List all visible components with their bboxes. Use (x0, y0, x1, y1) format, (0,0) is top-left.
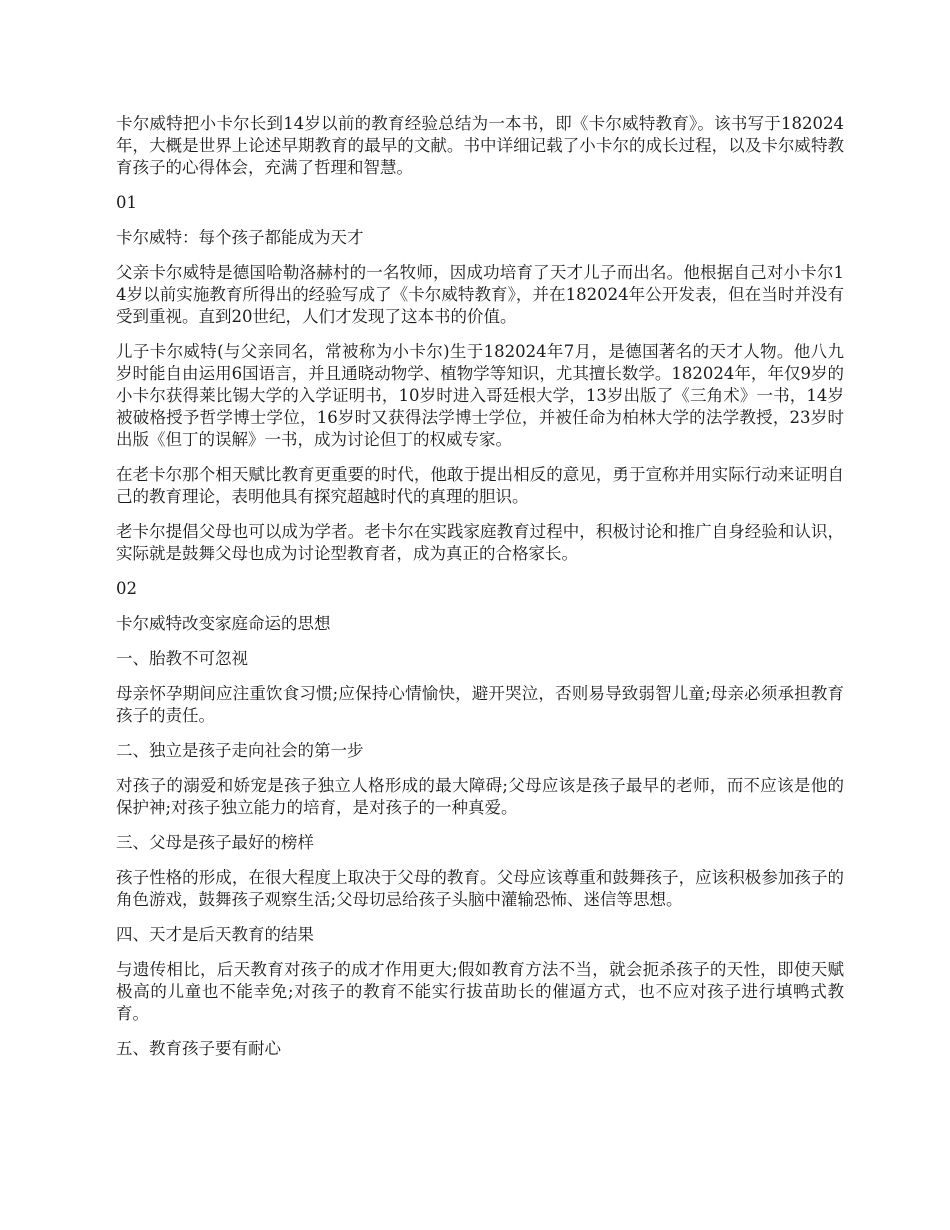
body-paragraph: 父亲卡尔威特是德国哈勒洛赫村的一名牧师，因成功培育了天才儿子而出名。他根据自己对小卡尔14岁以前实施教育所得出的经验写成了《卡尔威特教育》，并在182024年公开发表，但在当时并没有受到重视。直到20世纪，人们才发现了这本书的价值。 (116, 263, 844, 326)
section-heading: 卡尔威特改变家庭命运的思想 (116, 614, 331, 633)
intro-paragraph: 卡尔威特把小卡尔长到14岁以前的教育经验总结为一本书，即《卡尔威特教育》。该书写于182024年，大概是世界上论述早期教育的最早的文献。书中详细记载了小卡尔的成长过程，以及卡尔威特教育孩子的心得体会，充满了哲理和智慧。 (116, 114, 844, 177)
body-paragraph: 对孩子的溺爱和娇宠是孩子独立人格形成的最大障碍;父母应该是孩子最早的老师，而不应该是他的保护神;对孩子独立能力的培育，是对孩子的一种真爱。 (116, 776, 844, 817)
section-number: 02 (116, 579, 137, 598)
body-paragraph: 母亲怀孕期间应注重饮食习惯;应保持心情愉快，避开哭泣，否则易导致弱智儿童;母亲必须承担教育孩子的责任。 (116, 684, 844, 725)
section-heading: 卡尔威特：每个孩子都能成为天才 (116, 228, 364, 247)
section-number: 01 (116, 193, 137, 212)
document-body (116, 113, 844, 1073)
body-paragraph: 老卡尔提倡父母也可以成为学者。老卡尔在实践家庭教育过程中，积极讨论和推广自身经验和认识，实际就是鼓舞父母也成为讨论型教育者，成为真正的合格家长。 (116, 522, 844, 563)
body-paragraph: 在老卡尔那个相天赋比教育更重要的时代，他敢于提出相反的意见，勇于宣称并用实际行动来证明自己的教育理论，表明他具有探究超越时代的真理的胆识。 (116, 465, 844, 506)
body-paragraph: 孩子性格的形成，在很大程度上取决于父母的教育。父母应该尊重和鼓舞孩子，应该积极参加孩子的角色游戏，鼓舞孩子观察生活;父母切忌给孩子头脑中灌输恐怖、迷信等思想。 (116, 868, 844, 909)
subsection-heading: 五、教育孩子要有耐心 (116, 1039, 281, 1058)
subsection-heading: 三、父母是孩子最好的榜样 (116, 833, 314, 852)
subsection-heading: 四、天才是后天教育的结果 (116, 925, 314, 944)
subsection-heading: 二、独立是孩子走向社会的第一步 (116, 741, 364, 760)
body-paragraph: 与遗传相比，后天教育对孩子的成才作用更大;假如教育方法不当，就会扼杀孩子的天性，即使天赋极高的儿童也不能幸免;对孩子的教育不能实行拔苗助长的催逼方式，也不应对孩子进行填鸭式教育。 (116, 960, 844, 1023)
subsection-heading: 一、胎教不可忽视 (116, 649, 248, 668)
body-paragraph: 儿子卡尔威特(与父亲同名，常被称为小卡尔)生于182024年7月，是德国著名的天才人物。他八九岁时能自由运用6国语言，并且通晓动物学、植物学等知识，尤其擅长数学。182024年，年仅9岁的小卡尔获得莱比锡大学的入学证明书，10岁时进入哥廷根大学，13岁出版了《三角术》一书，14岁被破格授予哲学博士学位，16岁时又获得法学博士学位，并被任命为柏林大学的法学教授，23岁时出版《但丁的误解》一书，成为讨论但丁的权威专家。 (116, 342, 844, 449)
